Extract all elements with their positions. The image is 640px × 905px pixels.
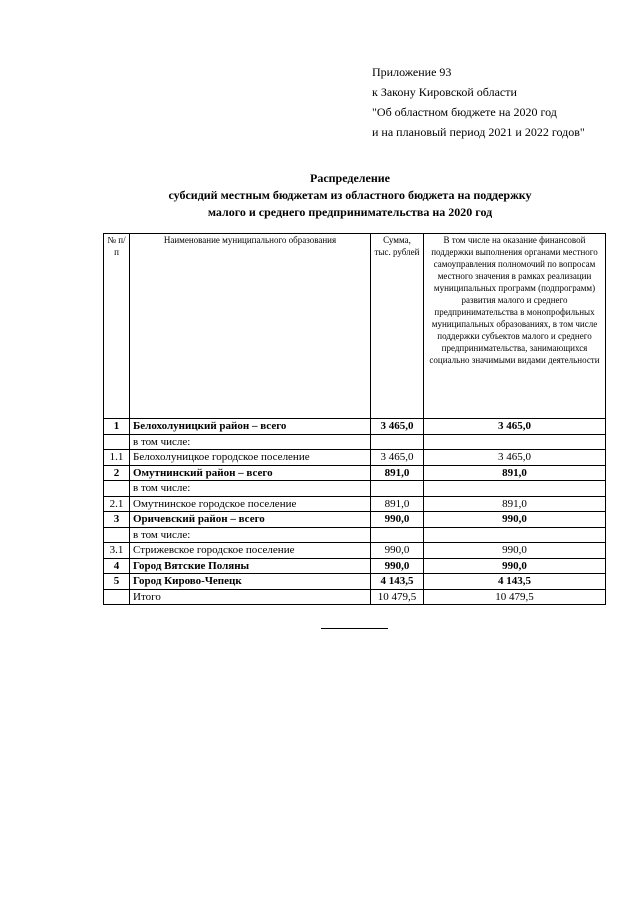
title-line-2: субсидий местным бюджетам из областного бюджета на поддержку (168, 188, 532, 202)
row-name-cell: Белохолуницкое городское поселение (130, 450, 371, 466)
row-sum-cell: 891,0 (371, 496, 424, 512)
row-name-cell: Белохолуницкий район – всего (130, 419, 371, 435)
appendix-line-1: Приложение 93 (372, 65, 452, 79)
row-num-cell: 3.1 (104, 543, 130, 559)
appendix-line-2: к Закону Кировской области (372, 85, 517, 99)
row-sum-cell: 990,0 (371, 558, 424, 574)
subsidy-table (103, 233, 606, 605)
row-num-cell: 1.1 (104, 450, 130, 466)
row-sum-cell (371, 527, 424, 543)
row-num-cell: 5 (104, 574, 130, 590)
appendix-block (372, 62, 585, 142)
row-name-cell: в том числе: (130, 527, 371, 543)
title-line-1: Распределение (309, 171, 391, 185)
row-name-cell: Итого (130, 589, 371, 605)
row-name-cell: Стрижевское городское поселение (130, 543, 371, 559)
header-sum: Сумма, тыс. рублей (371, 234, 424, 419)
row-sum-cell (371, 434, 424, 450)
table-row (104, 465, 606, 481)
row-num-cell: 1 (104, 419, 130, 435)
row-sub-cell: 891,0 (424, 465, 606, 481)
row-sum-cell: 10 479,5 (371, 589, 424, 605)
table-row (104, 512, 606, 528)
table-row (104, 450, 606, 466)
row-sum-cell: 990,0 (371, 512, 424, 528)
table-header-row (104, 234, 606, 419)
title-line-3: малого и среднего предпринимательства на 2020 год (207, 205, 493, 219)
table-body (104, 419, 606, 605)
row-sum-cell: 990,0 (371, 543, 424, 559)
table-row (104, 481, 606, 497)
row-sum-cell: 3 465,0 (371, 419, 424, 435)
document-title (100, 170, 600, 221)
closing-divider (321, 628, 388, 629)
row-name-cell: в том числе: (130, 481, 371, 497)
row-num-cell: 2.1 (104, 496, 130, 512)
table-row (104, 589, 606, 605)
row-num-cell (104, 481, 130, 497)
row-num-cell (104, 527, 130, 543)
row-sub-cell: 990,0 (424, 558, 606, 574)
row-num-cell: 2 (104, 465, 130, 481)
table-row (104, 496, 606, 512)
table-row (104, 434, 606, 450)
row-sub-cell: 990,0 (424, 543, 606, 559)
row-sum-cell: 3 465,0 (371, 450, 424, 466)
row-num-cell (104, 434, 130, 450)
row-num-cell (104, 589, 130, 605)
row-sum-cell (371, 481, 424, 497)
row-name-cell: Город Вятские Поляны (130, 558, 371, 574)
row-sub-cell: 3 465,0 (424, 450, 606, 466)
appendix-line-3: "Об областном бюджете на 2020 год (372, 105, 557, 119)
header-num: № п/п (104, 234, 130, 419)
table-row (104, 419, 606, 435)
row-sub-cell: 990,0 (424, 512, 606, 528)
row-sub-cell (424, 481, 606, 497)
table-row (104, 543, 606, 559)
header-name: Наименование муниципального образования (130, 234, 371, 419)
row-sub-cell (424, 527, 606, 543)
row-sum-cell: 4 143,5 (371, 574, 424, 590)
row-sub-cell: 891,0 (424, 496, 606, 512)
row-sub-cell: 3 465,0 (424, 419, 606, 435)
table-row (104, 527, 606, 543)
row-sub-cell: 10 479,5 (424, 589, 606, 605)
appendix-line-4: и на плановый период 2021 и 2022 годов" (372, 125, 585, 139)
row-name-cell: Оричевский район – всего (130, 512, 371, 528)
row-sum-cell: 891,0 (371, 465, 424, 481)
table-row (104, 574, 606, 590)
row-name-cell: Омутнинское городское поселение (130, 496, 371, 512)
row-sub-cell (424, 434, 606, 450)
row-sub-cell: 4 143,5 (424, 574, 606, 590)
table-row (104, 558, 606, 574)
row-name-cell: Омутнинский район – всего (130, 465, 371, 481)
row-num-cell: 3 (104, 512, 130, 528)
row-num-cell: 4 (104, 558, 130, 574)
row-name-cell: Город Кирово-Чепецк (130, 574, 371, 590)
header-sub: В том числе на оказание финансовой поддержки выполнения органами местного самоуправления полномочий по вопросам местного значения в рамках реализации муниципальных программ (подпрограмм) развития малого и среднего предпринимательства в монопрофильных муниципальных образованиях, в том числе поддержки субъектов малого и среднего предпринимательства, занимающихся социально значимыми видами деятельности (424, 234, 606, 419)
row-name-cell: в том числе: (130, 434, 371, 450)
